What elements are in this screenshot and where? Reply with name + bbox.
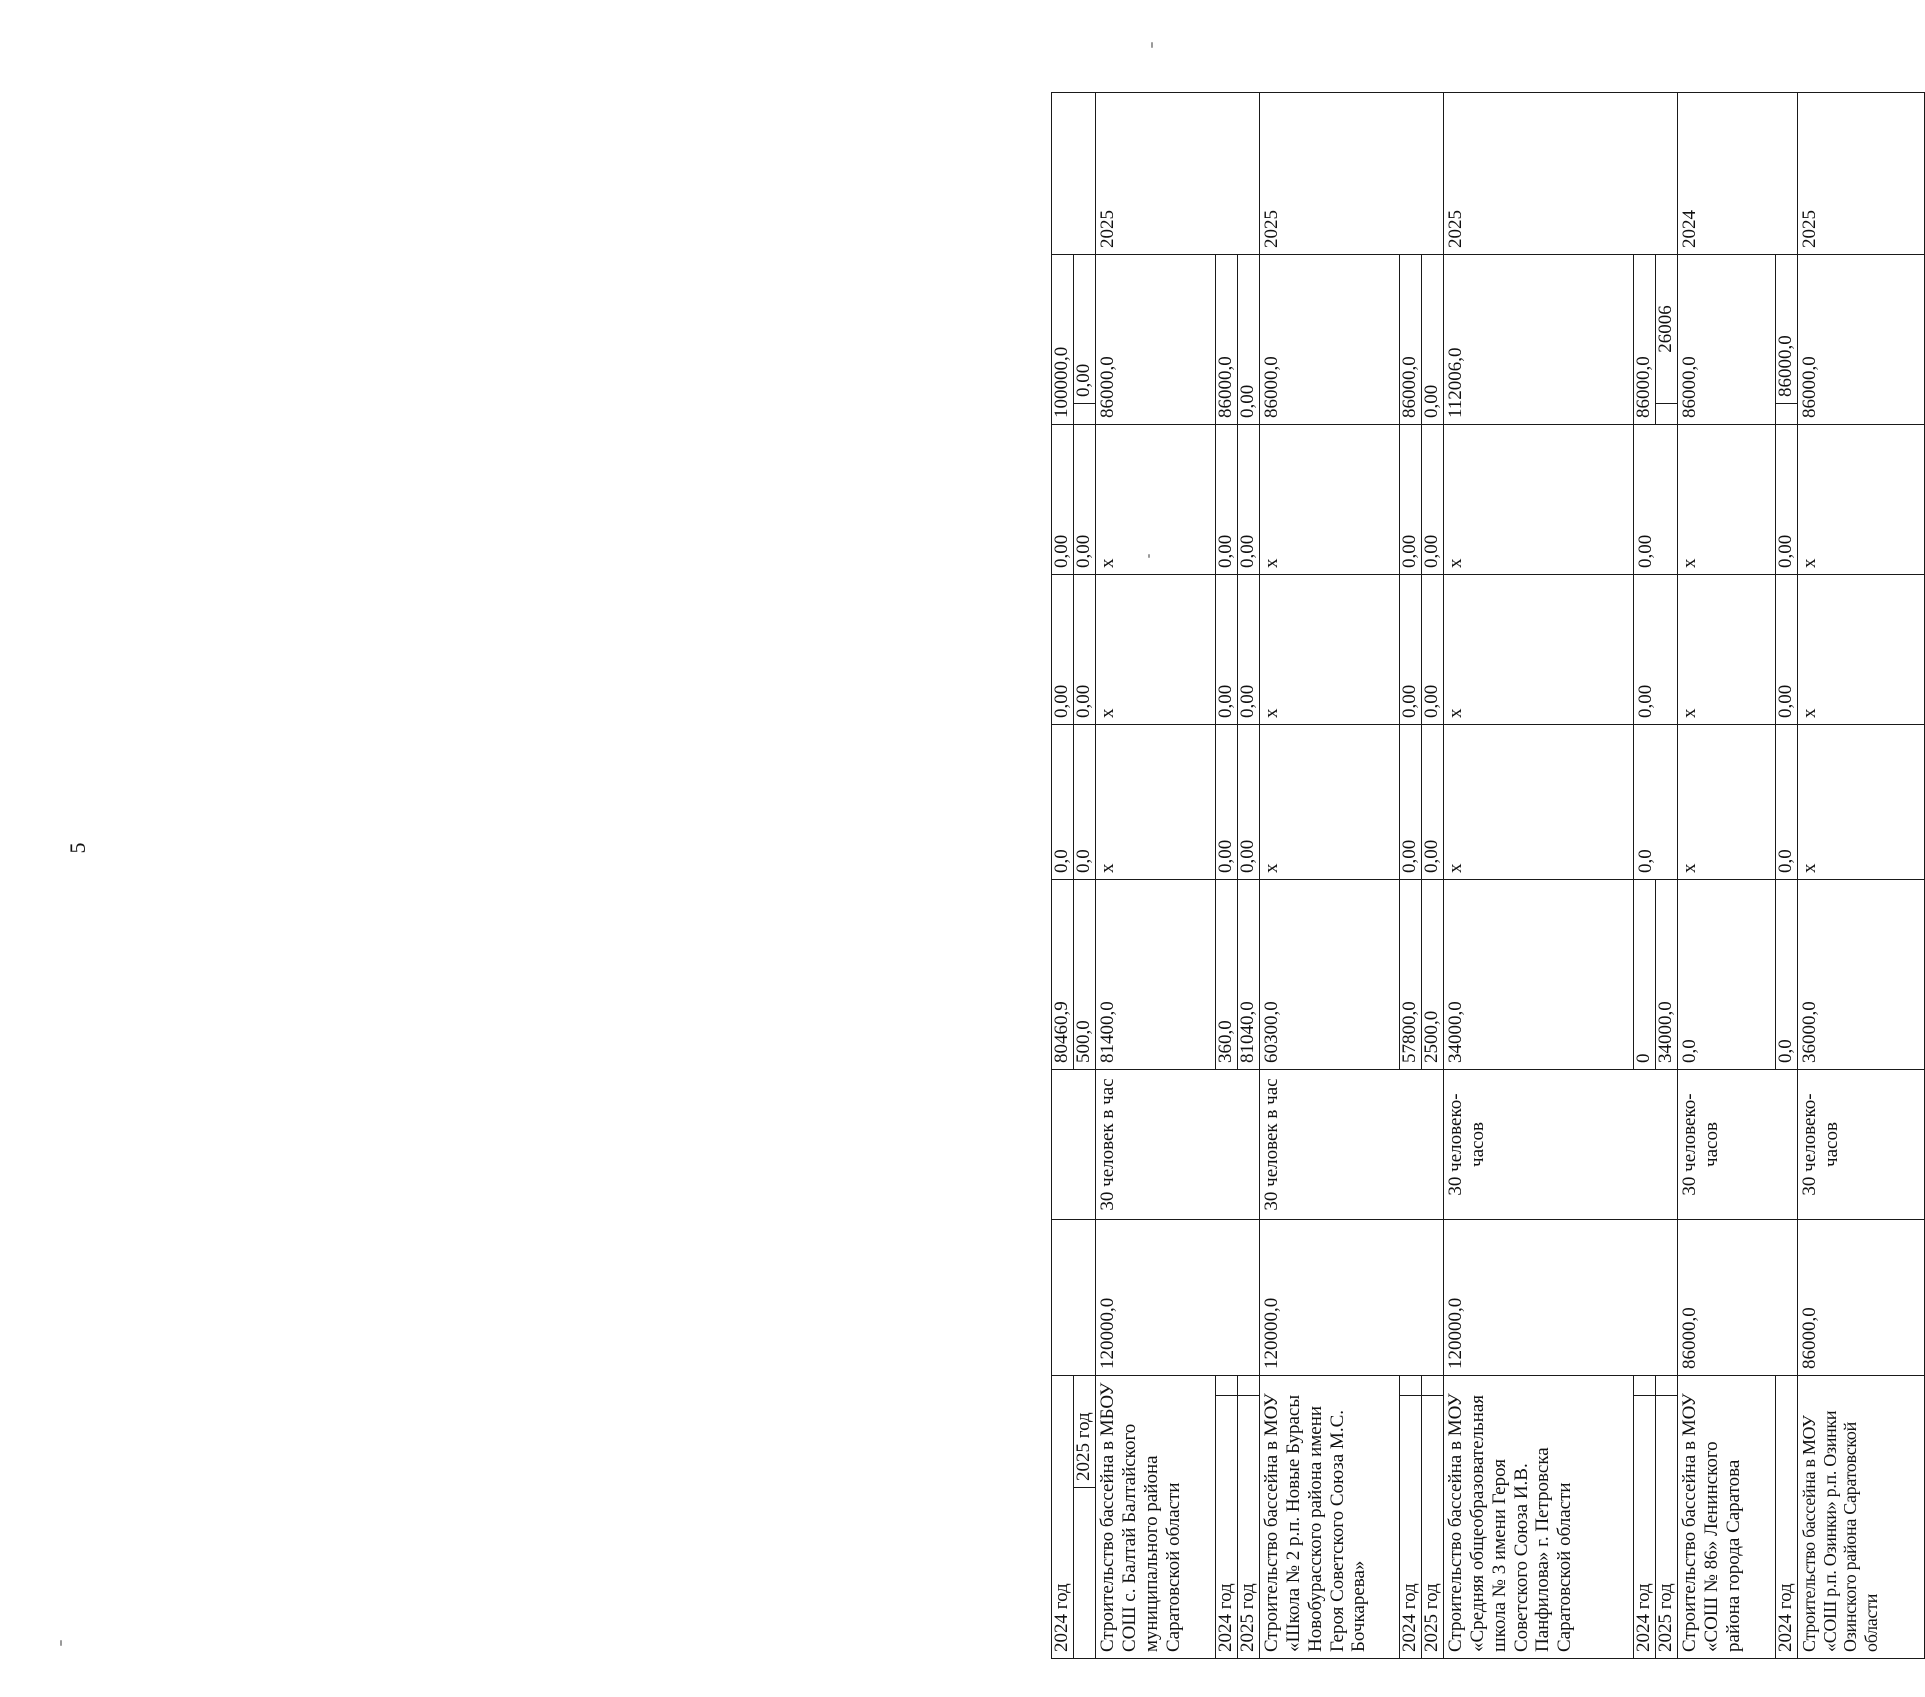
- amount-cell: 60300,0: [1260, 880, 1400, 1070]
- amount-cell: х: [1260, 575, 1400, 725]
- amount-cell: 86000,0: [1678, 255, 1776, 425]
- amount-cell: 0,00: [1422, 725, 1444, 880]
- object-capacity: 30 человеко-часов: [1678, 1070, 1798, 1220]
- object-cost: 86000,0: [1678, 1220, 1798, 1376]
- amount-cell: 81400,0: [1096, 880, 1216, 1070]
- amount-cell: х: [1678, 425, 1776, 575]
- amount-cell: х: [1678, 725, 1776, 880]
- amount-cell: 0,0: [1074, 725, 1096, 880]
- amount-cell: 0,00: [1052, 425, 1074, 575]
- amount-cell: 0,0: [1776, 725, 1798, 880]
- table-row: [1776, 93, 1798, 1659]
- amount-cell: 0,0: [1678, 880, 1776, 1070]
- amount-cell: 0,00: [1216, 425, 1238, 575]
- amount-cell: 500,0: [1074, 880, 1096, 1070]
- table-row: [1634, 93, 1656, 1659]
- amount-cell: 100000,0: [1052, 255, 1074, 425]
- amount-cell: 0,00: [1422, 425, 1444, 575]
- amount-cell: 0,00: [1052, 575, 1074, 725]
- amount-cell: 0,00: [1400, 575, 1422, 725]
- amount-cell: 0,00: [1634, 575, 1678, 725]
- table-row: [1074, 93, 1096, 1659]
- amount-cell: 86000,0: [1776, 235, 1798, 404]
- amount-cell: х: [1096, 725, 1216, 880]
- completion-year: 2025: [1096, 93, 1260, 255]
- pool-construction-table: [1051, 92, 1925, 1659]
- object-cost: 120000,0: [1096, 1220, 1260, 1376]
- amount-cell: 0,00: [1216, 575, 1238, 725]
- object-capacity: 30 человек в час: [1096, 1070, 1260, 1220]
- amount-cell: 34000,0: [1656, 880, 1678, 1070]
- amount-cell: 57800,0: [1400, 880, 1422, 1070]
- completion-year: 2025: [1444, 93, 1678, 255]
- amount-cell: 86000,0: [1634, 255, 1656, 425]
- year-label: 2024 год: [1634, 1396, 1656, 1659]
- scan-speck: [60, 1640, 62, 1646]
- amount-cell: 86000,0: [1400, 255, 1422, 425]
- year-label: 2025 год: [1074, 1376, 1096, 1488]
- table-row: [1096, 93, 1216, 1659]
- object-capacity: 30 человеко-часов: [1798, 1070, 1925, 1220]
- amount-cell: х: [1444, 425, 1634, 575]
- amount-cell: 0,00: [1074, 255, 1096, 404]
- amount-cell: 0,0: [1776, 880, 1798, 1070]
- year-label: 2024 год: [1400, 1396, 1422, 1659]
- completion-year: 2024: [1678, 93, 1798, 255]
- completion-year: 2025: [1260, 93, 1444, 255]
- amount-cell: 0,0: [1634, 725, 1678, 880]
- object-name: Строительство бассейна в МОУ «Школа № 2 р.п. Новые Бурасы Новобурасского района имени Героя Советского Союза М.С. Бочкарева»: [1260, 1376, 1400, 1659]
- amount-cell: х: [1260, 425, 1400, 575]
- amount-cell: 0,00: [1776, 425, 1798, 575]
- amount-cell: 0,00: [1238, 575, 1260, 725]
- year-label: 2024 год: [1776, 1376, 1798, 1659]
- amount-cell: х: [1444, 575, 1634, 725]
- year-label: 2025 год: [1656, 1396, 1678, 1659]
- amount-cell: 112006,0: [1444, 255, 1634, 425]
- rotated-table-wrapper: [1051, 93, 1925, 1659]
- amount-cell: х: [1096, 575, 1216, 725]
- amount-cell: 0,00: [1074, 425, 1096, 575]
- amount-cell: 0,00: [1238, 255, 1260, 425]
- table-row: [1400, 93, 1422, 1659]
- table-row: [1444, 93, 1634, 1659]
- amount-cell: 34000,0: [1444, 880, 1634, 1070]
- amount-cell: 86000,0: [1798, 255, 1925, 425]
- year-label: 2025 год: [1422, 1396, 1444, 1659]
- amount-cell: х: [1096, 425, 1216, 575]
- amount-cell: 80460,9: [1052, 880, 1074, 1070]
- amount-cell: 0,00: [1238, 425, 1260, 575]
- scan-speck: [1151, 42, 1153, 48]
- amount-cell: х: [1678, 575, 1776, 725]
- table-row: [1216, 93, 1238, 1659]
- amount-cell: х: [1798, 575, 1925, 725]
- amount-cell: 2500,0: [1422, 880, 1444, 1070]
- page-number: 5: [65, 842, 90, 854]
- table-row: [1052, 93, 1074, 1659]
- table-row: [1260, 93, 1400, 1659]
- object-name: Строительство бассейна в МОУ «СОШ р.п. Озинки» р.п. Озинки Озинского района Саратовской области: [1798, 1376, 1925, 1659]
- amount-cell: х: [1444, 725, 1634, 880]
- year-label: 2024 год: [1216, 1396, 1238, 1659]
- amount-cell: 86000,0: [1216, 255, 1238, 425]
- amount-cell: 0,00: [1400, 425, 1422, 575]
- amount-cell: 81040,0: [1238, 880, 1260, 1070]
- amount-cell: 0,00: [1422, 575, 1444, 725]
- amount-cell: 0,00: [1238, 725, 1260, 880]
- amount-cell: х: [1798, 425, 1925, 575]
- amount-cell: 0,00: [1776, 575, 1798, 725]
- amount-cell: 0,00: [1400, 725, 1422, 880]
- year-label: 2024 год: [1052, 1376, 1074, 1659]
- object-capacity: 30 человек в час: [1260, 1070, 1444, 1220]
- amount-cell: 36000,0: [1798, 880, 1925, 1070]
- amount-cell: 0,0: [1052, 725, 1074, 880]
- amount-cell: х: [1798, 725, 1925, 880]
- object-name: Строительство бассейна в МОУ «Средняя общеобразовательная школа № 3 имени Героя Советского Союза И.В. Панфилова» г. Петровска Саратовской области: [1444, 1376, 1634, 1659]
- table-row: [1798, 93, 1925, 1659]
- year-label: 2025 год: [1238, 1396, 1260, 1659]
- object-name: Строительство бассейна в МОУ «СОШ № 86» Ленинского района города Саратова: [1678, 1376, 1776, 1659]
- completion-year: 2025: [1798, 93, 1925, 255]
- table-row: [1678, 93, 1776, 1659]
- object-cost: 86000,0: [1798, 1220, 1925, 1376]
- amount-cell: 26006: [1656, 255, 1678, 404]
- amount-cell: 86000,0: [1260, 255, 1400, 425]
- object-cost: 120000,0: [1444, 1220, 1678, 1376]
- amount-cell: 360,0: [1216, 880, 1238, 1070]
- amount-cell: 0,00: [1216, 725, 1238, 880]
- object-cost: 120000,0: [1260, 1220, 1444, 1376]
- table-row: [1422, 93, 1444, 1659]
- object-capacity: 30 человеко-часов: [1444, 1070, 1678, 1220]
- object-name: Строительство бассейна в МБОУ СОШ с. Балтай Балтайского муниципального района Саратовской области: [1096, 1376, 1216, 1659]
- amount-cell: 0,00: [1074, 575, 1096, 725]
- table-row: [1238, 93, 1260, 1659]
- amount-cell: 86000,0: [1096, 255, 1216, 425]
- amount-cell: х: [1260, 725, 1400, 880]
- amount-cell: 0: [1634, 880, 1656, 1070]
- amount-cell: 0,00: [1422, 255, 1444, 425]
- amount-cell: 0,00: [1634, 425, 1678, 575]
